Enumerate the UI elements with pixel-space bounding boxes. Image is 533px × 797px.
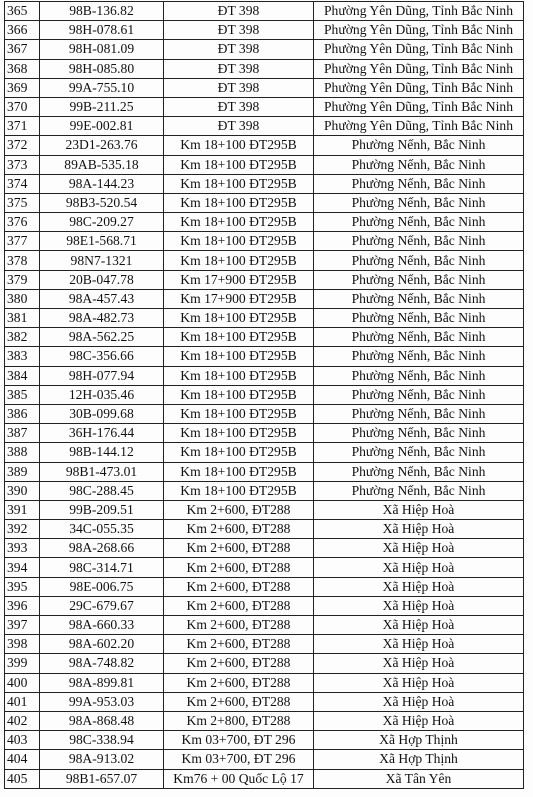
administrative-unit-cell: Phường Yên Dũng, Tỉnh Bắc Ninh (314, 78, 524, 97)
license-plate-cell: 99B-209.51 (40, 500, 164, 519)
violation-location-cell: ĐT 398 (164, 40, 314, 59)
violation-location-cell: Km 2+600, ĐT288 (164, 635, 314, 654)
administrative-unit-cell: Phường Yên Dũng, Tỉnh Bắc Ninh (314, 117, 524, 136)
row-number-cell: 374 (5, 174, 40, 193)
license-plate-cell: 98A-748.82 (40, 654, 164, 673)
table-row (5, 577, 524, 596)
violation-location-cell: ĐT 398 (164, 21, 314, 40)
table-row (5, 481, 524, 500)
table-row (5, 424, 524, 443)
violation-location-cell: Km 18+100 ĐT295B (164, 309, 314, 328)
administrative-unit-cell: Phường Nếnh, Bắc Ninh (314, 251, 524, 270)
row-number-cell: 378 (5, 251, 40, 270)
table-row (5, 136, 524, 155)
violation-location-cell: Km 18+100 ĐT295B (164, 213, 314, 232)
administrative-unit-cell: Phường Nếnh, Bắc Ninh (314, 424, 524, 443)
table-row (5, 539, 524, 558)
license-plate-cell: 98A-562.25 (40, 328, 164, 347)
table-row (5, 289, 524, 308)
row-number-cell: 389 (5, 462, 40, 481)
administrative-unit-cell: Xã Tân Yên (314, 769, 524, 788)
administrative-unit-cell: Phường Nếnh, Bắc Ninh (314, 347, 524, 366)
table-row (5, 462, 524, 481)
row-number-cell: 390 (5, 481, 40, 500)
administrative-unit-cell: Phường Nếnh, Bắc Ninh (314, 174, 524, 193)
administrative-unit-cell: Xã Hiệp Hoà (314, 673, 524, 692)
violation-location-cell: Km 18+100 ĐT295B (164, 193, 314, 212)
license-plate-cell: 30B-099.68 (40, 404, 164, 423)
violation-location-cell: Km 2+600, ĐT288 (164, 616, 314, 635)
license-plate-cell: 99A-953.03 (40, 692, 164, 711)
row-number-cell: 368 (5, 59, 40, 78)
table-row (5, 174, 524, 193)
administrative-unit-cell: Xã Hiệp Hoà (314, 596, 524, 615)
row-number-cell: 399 (5, 654, 40, 673)
row-number-cell: 366 (5, 21, 40, 40)
license-plate-cell: 98A-482.73 (40, 309, 164, 328)
license-plate-cell: 98H-081.09 (40, 40, 164, 59)
administrative-unit-cell: Xã Hiệp Hoà (314, 654, 524, 673)
row-number-cell: 371 (5, 117, 40, 136)
row-number-cell: 388 (5, 443, 40, 462)
license-plate-cell: 98A-268.66 (40, 539, 164, 558)
table-row (5, 500, 524, 519)
administrative-unit-cell: Xã Hiệp Hoà (314, 577, 524, 596)
table-row (5, 616, 524, 635)
administrative-unit-cell: Phường Nếnh, Bắc Ninh (314, 462, 524, 481)
violation-location-cell: Km 18+100 ĐT295B (164, 251, 314, 270)
violations-table-body (5, 2, 524, 789)
table-row (5, 309, 524, 328)
administrative-unit-cell: Phường Nếnh, Bắc Ninh (314, 270, 524, 289)
table-row (5, 596, 524, 615)
table-row (5, 251, 524, 270)
violation-location-cell: Km 18+100 ĐT295B (164, 424, 314, 443)
administrative-unit-cell: Phường Nếnh, Bắc Ninh (314, 404, 524, 423)
license-plate-cell: 98B1-657.07 (40, 769, 164, 788)
license-plate-cell: 20B-047.78 (40, 270, 164, 289)
violation-location-cell: Km 2+600, ĐT288 (164, 500, 314, 519)
violation-location-cell: Km 18+100 ĐT295B (164, 404, 314, 423)
table-row (5, 97, 524, 116)
violation-location-cell: Km 18+100 ĐT295B (164, 136, 314, 155)
violation-location-cell: Km 03+700, ĐT 296 (164, 731, 314, 750)
administrative-unit-cell: Xã Hiệp Hoà (314, 635, 524, 654)
license-plate-cell: 98C-314.71 (40, 558, 164, 577)
administrative-unit-cell: Phường Nếnh, Bắc Ninh (314, 328, 524, 347)
license-plate-cell: 99E-002.81 (40, 117, 164, 136)
violation-location-cell: Km 18+100 ĐT295B (164, 155, 314, 174)
row-number-cell: 383 (5, 347, 40, 366)
violation-location-cell: Km 2+600, ĐT288 (164, 596, 314, 615)
administrative-unit-cell: Xã Hiệp Hoà (314, 539, 524, 558)
row-number-cell: 384 (5, 366, 40, 385)
row-number-cell: 376 (5, 213, 40, 232)
license-plate-cell: 12H-035.46 (40, 385, 164, 404)
row-number-cell: 397 (5, 616, 40, 635)
table-row (5, 193, 524, 212)
table-row (5, 78, 524, 97)
violation-location-cell: ĐT 398 (164, 117, 314, 136)
license-plate-cell: 98B1-473.01 (40, 462, 164, 481)
violation-location-cell: ĐT 398 (164, 2, 314, 21)
administrative-unit-cell: Phường Nếnh, Bắc Ninh (314, 309, 524, 328)
license-plate-cell: 98A-913.02 (40, 750, 164, 769)
row-number-cell: 395 (5, 577, 40, 596)
license-plate-cell: 36H-176.44 (40, 424, 164, 443)
administrative-unit-cell: Xã Hợp Thịnh (314, 750, 524, 769)
violation-location-cell: Km 2+600, ĐT288 (164, 654, 314, 673)
violation-location-cell: Km76 + 00 Quốc Lộ 17 (164, 769, 314, 788)
license-plate-cell: 34C-055.35 (40, 520, 164, 539)
table-row (5, 673, 524, 692)
administrative-unit-cell: Phường Nếnh, Bắc Ninh (314, 193, 524, 212)
row-number-cell: 365 (5, 2, 40, 21)
table-row (5, 213, 524, 232)
violation-location-cell: Km 2+600, ĐT288 (164, 692, 314, 711)
violation-location-cell: Km 18+100 ĐT295B (164, 174, 314, 193)
violation-location-cell: Km 2+600, ĐT288 (164, 539, 314, 558)
table-row (5, 731, 524, 750)
administrative-unit-cell: Xã Hiệp Hoà (314, 711, 524, 730)
administrative-unit-cell: Phường Yên Dũng, Tỉnh Bắc Ninh (314, 40, 524, 59)
administrative-unit-cell: Xã Hiệp Hoà (314, 692, 524, 711)
table-row (5, 692, 524, 711)
administrative-unit-cell: Phường Nếnh, Bắc Ninh (314, 481, 524, 500)
violation-location-cell: ĐT 398 (164, 78, 314, 97)
violation-location-cell: Km 2+600, ĐT288 (164, 577, 314, 596)
administrative-unit-cell: Phường Nếnh, Bắc Ninh (314, 366, 524, 385)
administrative-unit-cell: Phường Nếnh, Bắc Ninh (314, 232, 524, 251)
administrative-unit-cell: Phường Yên Dũng, Tỉnh Bắc Ninh (314, 97, 524, 116)
administrative-unit-cell: Xã Hiệp Hoà (314, 500, 524, 519)
table-row (5, 155, 524, 174)
row-number-cell: 402 (5, 711, 40, 730)
table-row (5, 270, 524, 289)
row-number-cell: 377 (5, 232, 40, 251)
row-number-cell: 403 (5, 731, 40, 750)
table-row (5, 347, 524, 366)
table-row (5, 40, 524, 59)
administrative-unit-cell: Xã Hiệp Hoà (314, 520, 524, 539)
row-number-cell: 398 (5, 635, 40, 654)
violation-location-cell: ĐT 398 (164, 97, 314, 116)
row-number-cell: 381 (5, 309, 40, 328)
table-row (5, 2, 524, 21)
license-plate-cell: 98B3-520.54 (40, 193, 164, 212)
license-plate-cell: 98A-660.33 (40, 616, 164, 635)
administrative-unit-cell: Phường Nếnh, Bắc Ninh (314, 136, 524, 155)
table-row (5, 750, 524, 769)
license-plate-cell: 98H-077.94 (40, 366, 164, 385)
administrative-unit-cell: Phường Yên Dũng, Tỉnh Bắc Ninh (314, 21, 524, 40)
table-row (5, 654, 524, 673)
table-row (5, 59, 524, 78)
license-plate-cell: 98H-078.61 (40, 21, 164, 40)
license-plate-cell: 98A-868.48 (40, 711, 164, 730)
license-plate-cell: 98A-457.43 (40, 289, 164, 308)
violation-location-cell: Km 18+100 ĐT295B (164, 481, 314, 500)
administrative-unit-cell: Phường Yên Dũng, Tỉnh Bắc Ninh (314, 59, 524, 78)
row-number-cell: 400 (5, 673, 40, 692)
administrative-unit-cell: Phường Nếnh, Bắc Ninh (314, 385, 524, 404)
table-row (5, 520, 524, 539)
license-plate-cell: 98A-144.23 (40, 174, 164, 193)
license-plate-cell: 98C-209.27 (40, 213, 164, 232)
table-row (5, 558, 524, 577)
row-number-cell: 385 (5, 385, 40, 404)
violation-location-cell: Km 18+100 ĐT295B (164, 443, 314, 462)
row-number-cell: 373 (5, 155, 40, 174)
row-number-cell: 394 (5, 558, 40, 577)
row-number-cell: 396 (5, 596, 40, 615)
license-plate-cell: 98E-006.75 (40, 577, 164, 596)
row-number-cell: 372 (5, 136, 40, 155)
violation-location-cell: Km 18+100 ĐT295B (164, 366, 314, 385)
table-row (5, 117, 524, 136)
administrative-unit-cell: Phường Nếnh, Bắc Ninh (314, 443, 524, 462)
administrative-unit-cell: Xã Hiệp Hoà (314, 616, 524, 635)
violations-table (4, 1, 524, 789)
table-row (5, 635, 524, 654)
table-row (5, 232, 524, 251)
violation-location-cell: Km 17+900 ĐT295B (164, 270, 314, 289)
license-plate-cell: 29C-679.67 (40, 596, 164, 615)
row-number-cell: 391 (5, 500, 40, 519)
row-number-cell: 392 (5, 520, 40, 539)
administrative-unit-cell: Phường Yên Dũng, Tỉnh Bắc Ninh (314, 2, 524, 21)
row-number-cell: 382 (5, 328, 40, 347)
row-number-cell: 404 (5, 750, 40, 769)
license-plate-cell: 98A-602.20 (40, 635, 164, 654)
row-number-cell: 387 (5, 424, 40, 443)
license-plate-cell: 23D1-263.76 (40, 136, 164, 155)
administrative-unit-cell: Phường Nếnh, Bắc Ninh (314, 289, 524, 308)
table-row (5, 404, 524, 423)
violation-location-cell: ĐT 398 (164, 59, 314, 78)
violation-location-cell: Km 18+100 ĐT295B (164, 462, 314, 481)
violation-location-cell: Km 17+900 ĐT295B (164, 289, 314, 308)
violation-location-cell: Km 2+800, ĐT288 (164, 711, 314, 730)
table-row (5, 769, 524, 788)
violation-location-cell: Km 18+100 ĐT295B (164, 385, 314, 404)
administrative-unit-cell: Phường Nếnh, Bắc Ninh (314, 155, 524, 174)
license-plate-cell: 89AB-535.18 (40, 155, 164, 174)
license-plate-cell: 98E1-568.71 (40, 232, 164, 251)
row-number-cell: 375 (5, 193, 40, 212)
license-plate-cell: 98B-136.82 (40, 2, 164, 21)
license-plate-cell: 98B-144.12 (40, 443, 164, 462)
row-number-cell: 393 (5, 539, 40, 558)
row-number-cell: 386 (5, 404, 40, 423)
administrative-unit-cell: Phường Nếnh, Bắc Ninh (314, 213, 524, 232)
administrative-unit-cell: Xã Hiệp Hoà (314, 558, 524, 577)
violation-location-cell: Km 18+100 ĐT295B (164, 328, 314, 347)
table-row (5, 21, 524, 40)
row-number-cell: 370 (5, 97, 40, 116)
table-row (5, 711, 524, 730)
table-row (5, 385, 524, 404)
row-number-cell: 367 (5, 40, 40, 59)
license-plate-cell: 98H-085.80 (40, 59, 164, 78)
violation-location-cell: Km 2+600, ĐT288 (164, 673, 314, 692)
license-plate-cell: 98C-288.45 (40, 481, 164, 500)
violation-location-cell: Km 2+600, ĐT288 (164, 558, 314, 577)
license-plate-cell: 98A-899.81 (40, 673, 164, 692)
violation-location-cell: Km 03+700, ĐT 296 (164, 750, 314, 769)
table-row (5, 443, 524, 462)
license-plate-cell: 98N7-1321 (40, 251, 164, 270)
administrative-unit-cell: Xã Hợp Thịnh (314, 731, 524, 750)
row-number-cell: 380 (5, 289, 40, 308)
license-plate-cell: 99B-211.25 (40, 97, 164, 116)
row-number-cell: 369 (5, 78, 40, 97)
violation-location-cell: Km 18+100 ĐT295B (164, 232, 314, 251)
license-plate-cell: 98C-356.66 (40, 347, 164, 366)
violation-location-cell: Km 2+600, ĐT288 (164, 520, 314, 539)
row-number-cell: 379 (5, 270, 40, 289)
table-row (5, 366, 524, 385)
license-plate-cell: 98C-338.94 (40, 731, 164, 750)
row-number-cell: 401 (5, 692, 40, 711)
license-plate-cell: 99A-755.10 (40, 78, 164, 97)
table-row (5, 328, 524, 347)
violation-location-cell: Km 18+100 ĐT295B (164, 347, 314, 366)
row-number-cell: 405 (5, 769, 40, 788)
